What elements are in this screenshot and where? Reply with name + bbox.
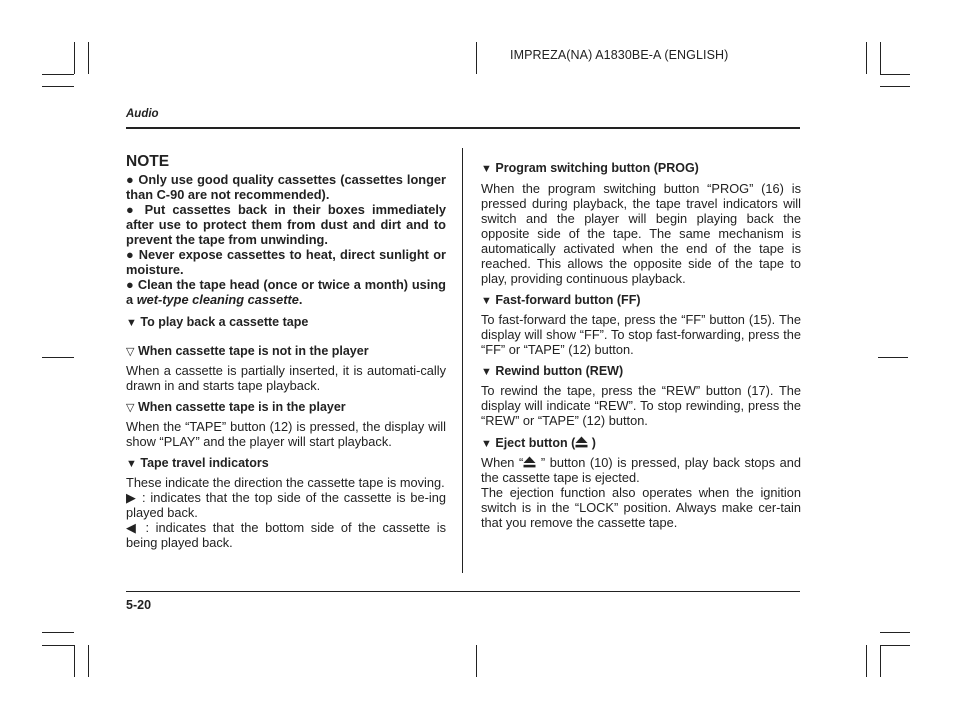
section-title: Audio	[126, 108, 159, 120]
left-column	[126, 152, 446, 550]
bullet-icon: ●	[126, 277, 134, 292]
triangle-down-icon: ▼	[126, 317, 137, 329]
bullet-icon: ●	[126, 247, 135, 262]
not-in-player-heading: ▽ When cassette tape is not in the player	[126, 344, 369, 358]
crop-mark	[74, 645, 75, 677]
in-player-heading: ▽ When cassette tape is in the player	[126, 400, 346, 414]
eject-text: When “ ” button (10) is pressed, play back stops and the cassette tape is ejected.	[481, 455, 801, 485]
bullet-icon: ●	[126, 172, 135, 187]
page-number: 5-20	[126, 598, 152, 612]
crop-mark	[42, 86, 74, 87]
note-title: NOTE	[126, 153, 170, 170]
crop-mark	[880, 86, 910, 87]
prog-heading: ▼ Program switching button (PROG)	[481, 161, 699, 175]
note-item: ● Clean the tape head (once or twice a month) using a wet-type cleaning cassette.	[126, 277, 446, 307]
arrow-left-icon: ◀	[126, 520, 139, 535]
arrow-right-icon: ▶	[126, 490, 138, 505]
crop-mark	[880, 74, 910, 75]
note-item: ● Never expose cassettes to heat, direct sunlight or moisture.	[126, 247, 446, 277]
crop-mark	[866, 645, 867, 677]
triangle-down-icon: ▼	[481, 438, 492, 450]
crop-mark	[476, 645, 477, 677]
emphasis-text: wet-type cleaning cassette	[136, 292, 299, 307]
crop-mark	[42, 74, 74, 75]
note-item: ● Only use good quality cassettes (cassettes longer than C-90 are not recommended).	[126, 172, 447, 202]
footer-rule	[126, 591, 800, 592]
crop-mark	[42, 632, 74, 633]
triangle-outline-icon: ▽	[126, 346, 135, 358]
play-heading: ▼ To play back a cassette tape	[126, 315, 309, 329]
note-item: ● Put cassettes back in their boxes immediately after use to protect them from dust and dirt and to prevent the tape from unwinding.	[126, 202, 447, 247]
crop-mark	[880, 42, 881, 74]
crop-mark	[880, 632, 910, 633]
right-column	[481, 161, 801, 530]
rew-text: To rewind the tape, press the “REW” button (17). The display will indicate “REW”. To stop rewinding, press the “REW” or “TAPE” (12) button.	[481, 383, 801, 428]
prog-text: When the program switching button “PROG” (16) is pressed during playback, the tape travel indicators will switch and the player will begin playing back the opposite side of the tape. The same mechanism is automatically activated when the end of the tape is reached. This allows the opposite side of the tape to play, providing continuous playback.	[481, 181, 801, 286]
crop-mark	[878, 357, 908, 358]
triangle-down-icon: ▼	[481, 163, 492, 175]
triangle-outline-icon: ▽	[126, 402, 135, 414]
rew-heading: ▼ Rewind button (REW)	[481, 364, 624, 378]
top-side-indicator: ▶ : indicates that the top side of the cassette is be-ing played back.	[126, 490, 446, 520]
indicators-intro: These indicate the direction the cassette tape is moving.	[126, 475, 445, 490]
crop-mark	[476, 42, 477, 74]
ff-heading: ▼ Fast-forward button (FF)	[481, 293, 641, 307]
triangle-down-icon: ▼	[126, 458, 137, 470]
document-id: IMPREZA(NA) A1830BE-A (ENGLISH)	[510, 48, 729, 62]
header-rule	[126, 127, 800, 129]
eject-icon	[523, 456, 536, 468]
crop-mark	[42, 357, 74, 358]
eject-icon	[575, 436, 588, 448]
crop-mark	[880, 645, 910, 646]
in-player-text: When the “TAPE” button (12) is pressed, the display will show “PLAY” and the player will start playback.	[126, 419, 446, 449]
crop-mark	[880, 645, 881, 677]
ff-text: To fast-forward the tape, press the “FF” button (15). The display will show “FF”. To stop fast-forwarding, press the “FF” or “TAPE” (12) button.	[481, 312, 801, 357]
bullet-icon: ●	[126, 202, 138, 217]
eject-text-2: The ejection function also operates when the ignition switch is in the “LOCK” position. Always make cer-tain that you remove the cassette tape.	[481, 485, 801, 530]
crop-mark	[88, 645, 89, 677]
crop-mark	[88, 42, 89, 74]
bottom-side-indicator: ◀ : indicates that the bottom side of the cassette is being played back.	[126, 520, 447, 550]
crop-mark	[866, 42, 867, 74]
crop-mark	[74, 42, 75, 74]
triangle-down-icon: ▼	[481, 295, 492, 307]
crop-mark	[42, 645, 74, 646]
column-divider	[462, 148, 463, 573]
not-in-player-text: When a cassette is partially inserted, it is automati-cally drawn in and starts tape playback.	[126, 363, 446, 393]
triangle-down-icon: ▼	[481, 366, 492, 378]
indicators-heading: ▼ Tape travel indicators	[126, 456, 269, 470]
eject-heading: ▼ Eject button ( )	[481, 436, 596, 450]
